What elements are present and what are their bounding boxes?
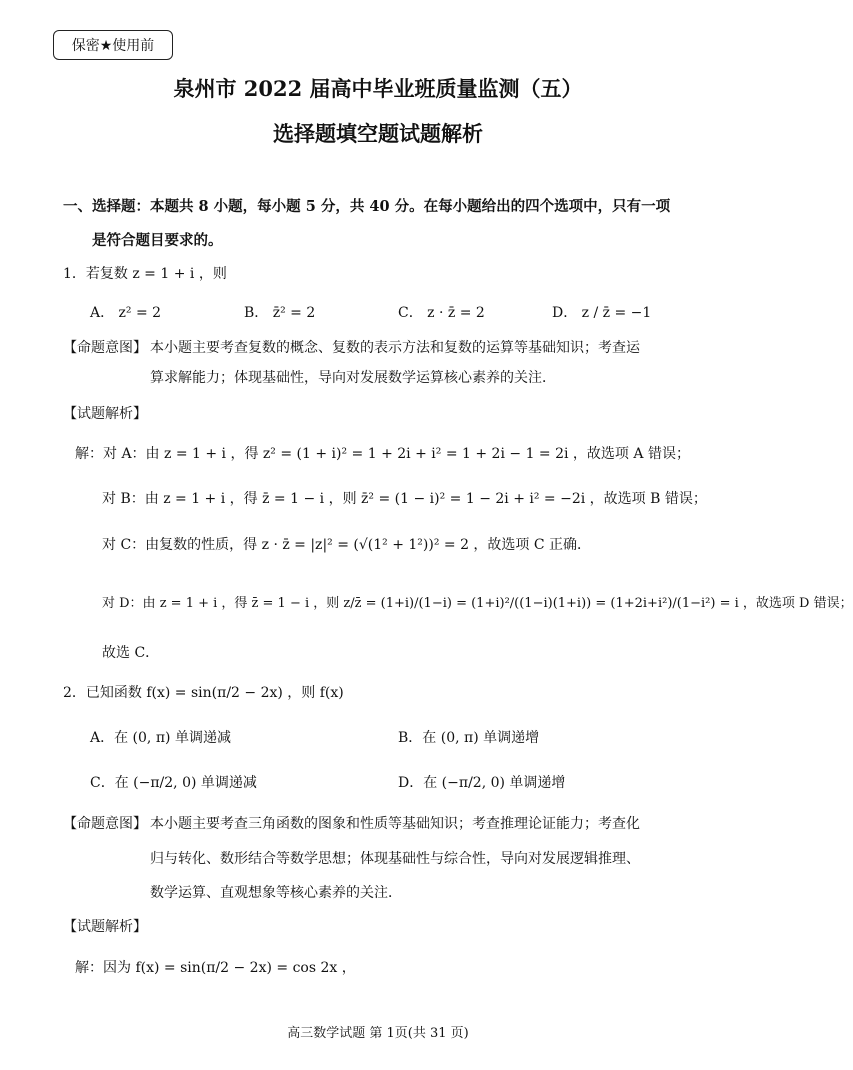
q2-option-d: D．在 (−π/2, 0) 单调递增 <box>398 775 566 791</box>
q2-option-a: A．在 (0, π) 单调递减 <box>90 730 231 746</box>
q1-intent-label: 【命题意图】 <box>63 340 147 356</box>
q1-option-a: A． z² = 2 <box>90 305 162 321</box>
page-title: 泉州市 2022 届高中毕业班质量监测（五） <box>173 76 583 101</box>
q1-option-d: D． z / z̄ = −1 <box>552 305 652 321</box>
q1-analysis-label: 【试题解析】 <box>63 406 147 422</box>
q1-solution-a: 解：对 A：由 z = 1 + i ，得 z² = (1 + i)² = 1 + 2i + i² = 1 + 2i − 1 = 2i ，故选项 A 错误； <box>75 446 690 462</box>
q2-intent-text-cont2: 数学运算、直观想象等核心素养的关注． <box>150 885 402 901</box>
page-subtitle: 选择题填空题试题解析 <box>273 121 483 146</box>
q2-option-c: C．在 (−π/2, 0) 单调递减 <box>90 775 257 791</box>
page-footer: 高三数学试题 第 1页(共 31 页) <box>287 1026 469 1041</box>
q1-solution-d: 对 D：由 z = 1 + i ，得 z̄ = 1 − i ，则 z/z̄ = (1+i)/(1−i) = (1+i)²/((1−i)(1+i)) = (1+2i+i²)/(1−i²) = i ，故选项 D 错误； <box>102 596 853 611</box>
q2-solution: 解：因为 f(x) = sin(π/2 − 2x) = cos 2x ， <box>75 960 356 976</box>
q1-solution-c: 对 C：由复数的性质，得 z · z̄ = |z|² = (√(1² + 1²))² = 2 ，故选项 C 正确． <box>102 537 592 553</box>
q2-option-b: B．在 (0, π) 单调递增 <box>398 730 540 746</box>
q2-analysis-label: 【试题解析】 <box>63 919 147 935</box>
q1-solution-b: 对 B：由 z = 1 + i ，得 z̄ = 1 − i ，则 z̄² = (1 − i)² = 1 − 2i + i² = −2i ，故选项 B 错误； <box>102 491 707 507</box>
section-heading: 一、选择题：本题共 8 小题，每小题 5 分，共 40 分。在每小题给出的四个选项中，只有一项 <box>63 198 671 215</box>
q1-intent-text-cont: 算求解能力；体现基础性，导向对发展数学运算核心素养的关注． <box>150 370 556 386</box>
q1-option-b: B． z̄² = 2 <box>244 305 316 321</box>
q1-option-c: C． z · z̄ = 2 <box>398 305 485 321</box>
q2-intent-text: 本小题主要考查三角函数的图象和性质等基础知识；考查推理论证能力；考查化 <box>150 816 640 832</box>
q1-stem: 1．若复数 z = 1 + i ，则 <box>63 266 227 282</box>
q2-intent-label: 【命题意图】 <box>63 816 147 832</box>
q1-answer: 故选 C． <box>102 645 160 661</box>
section-heading-cont: 是符合题目要求的。 <box>92 232 223 249</box>
q1-intent-text: 本小题主要考查复数的概念、复数的表示方法和复数的运算等基础知识；考查运 <box>150 340 640 356</box>
q2-intent-text-cont: 归与转化、数形结合等数学思想；体现基础性与综合性，导向对发展逻辑推理、 <box>150 851 640 867</box>
q2-stem: 2．已知函数 f(x) = sin(π/2 − 2x) ，则 f(x) <box>63 685 344 701</box>
confidential-stamp: 保密★使用前 <box>53 30 173 60</box>
